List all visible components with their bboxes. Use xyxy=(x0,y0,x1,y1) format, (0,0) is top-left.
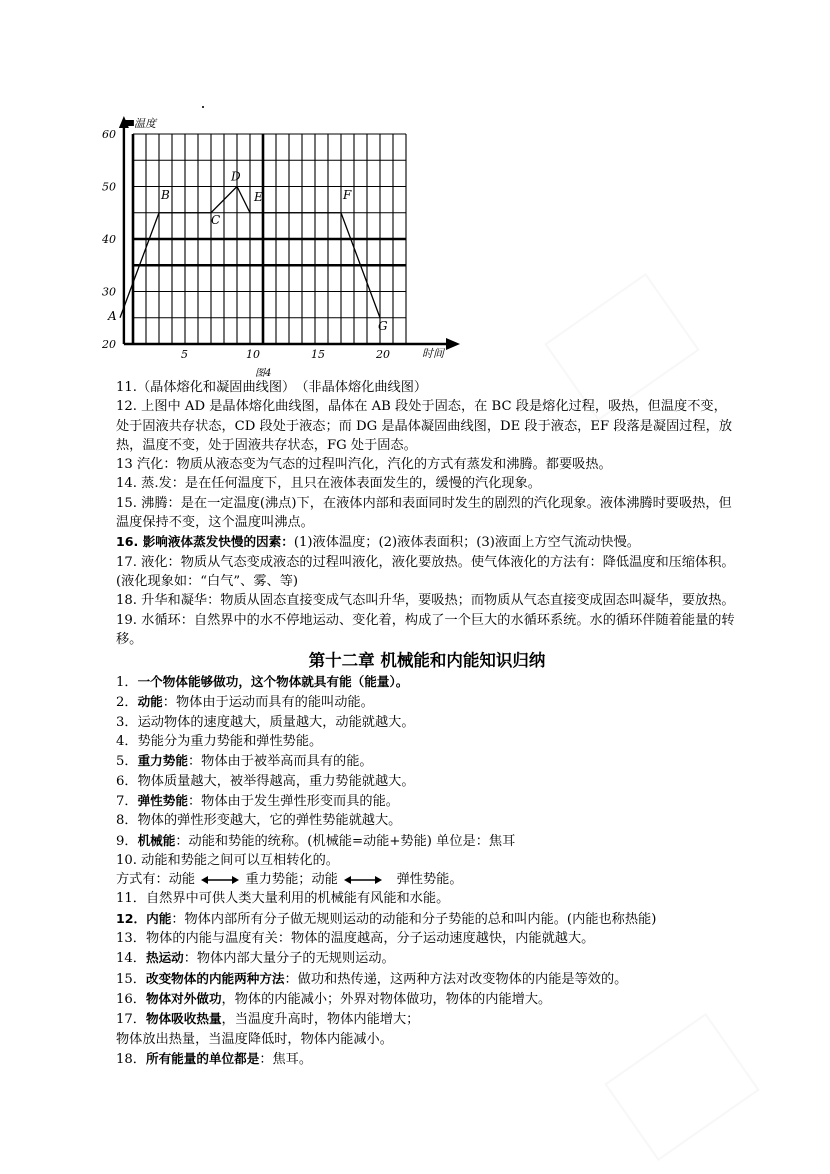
paragraph-13: 13 汽化：物质从液态变为气态的过程叫汽化，汽化的方式有蒸发和沸腾。都要吸热。 xyxy=(116,457,612,473)
y-axis-tab xyxy=(123,120,134,126)
ch-line-12: 12．内能：物体内部所有分子做无规则运动的动能和分子势能的总和叫内能。(内能也称热能) xyxy=(116,910,657,927)
y-tick-label: 60 xyxy=(102,128,116,141)
ch-line-4: 4．势能分为重力势能和弹性势能。 xyxy=(116,734,323,750)
paragraph-17: 17. 液化：物质从气态变成液态的过程叫液化，液化要放热。使气体液化的方法有：降低温度和压缩体积。(液化现象如：“白气”、雾、等) xyxy=(116,554,735,589)
paragraph-16-text: (1)液体温度；(2)液体表面积；(3)液面上方空气流动快慢。 xyxy=(293,535,640,551)
paragraph-18: 18. 升华和凝华：物质从固态直接变成气态叫升华，要吸热；而物质从气态直接变成固态叫凝华，要放热。 xyxy=(116,593,735,609)
double-arrow-icon xyxy=(201,875,239,885)
ch-line-1: 1．一个物体能够做功，这个物体就具有能（能量）。 xyxy=(116,674,409,691)
double-arrow-icon xyxy=(344,875,382,885)
paragraph-12: 12. 上图中 AD 是晶体熔化曲线图，晶体在 AB 段处于固态，在 BC 段是熔化过程，吸热，但温度不变，处于固液共存状态，CD 段处于液态；而 DG 是晶体凝固曲线图，DE 段于液态，EF 段落是凝固过程，放热，温度不变，处于固液共存状态，FG 处于固态。 xyxy=(116,399,733,453)
ch-line-15: 15．改变物体的内能两种方法：做功和热传递，这两种方法对改变物体的内能是等效的。 xyxy=(116,970,628,987)
ch-line-11: 11．自然界中可供人类大量利用的机械能有风能和水能。 xyxy=(116,891,450,907)
ch-line-17: 17．物体吸收热量，当温度升高时，物体内能增大； xyxy=(116,1011,420,1028)
x-axis-label: 时间 xyxy=(422,347,444,360)
ch-line-6: 6．物体质量越大，被举得越高，重力势能就越大。 xyxy=(116,773,415,789)
point-label-b: B xyxy=(161,187,170,202)
ch-line-7: 7．弹性势能：物体由于发生弹性形变而具的能。 xyxy=(116,792,399,809)
chart-grid xyxy=(133,134,406,344)
paragraph-19: 19. 水循环：自然界中的水不停地运动、变化着，构成了一个巨大的水循环系统。水的循环伴随着能量的转移。 xyxy=(116,612,735,647)
ch-line-2: 2．动能：物体由于运动而具有的能叫动能。 xyxy=(116,694,374,711)
paragraph-16-heading: 16. 影响液体蒸发快慢的因素： xyxy=(116,534,294,550)
x-axis-arrow xyxy=(446,338,460,350)
y-tick-label: 50 xyxy=(102,180,116,194)
ch-line-17b: 物体放出热量，当温度降低时，物体内能减小。 xyxy=(116,1031,393,1047)
point-label-g: G xyxy=(378,318,388,333)
ch-line-8: 8．物体的弹性形变越大，它的弹性势能就越大。 xyxy=(116,813,402,829)
ch-line-14: 14．热运动：物体内部大量分子的无规则运动。 xyxy=(116,950,395,967)
document-body xyxy=(116,378,738,1069)
curve-point-labels xyxy=(107,170,388,333)
ch-line-18: 18．所有能量的单位都是：焦耳。 xyxy=(116,1050,313,1067)
x-tick-label: 15 xyxy=(311,348,325,361)
x-tick-label: 5 xyxy=(181,348,188,361)
paragraph-16 xyxy=(116,532,738,552)
x-tick-label: 10 xyxy=(246,348,260,361)
y-axis-label: 温度 xyxy=(134,117,156,130)
y-tick-label: 40 xyxy=(102,233,116,246)
ch-line-5: 5．重力势能：物体由于被举高而具有的能。 xyxy=(116,753,373,770)
point-label-c: C xyxy=(211,212,221,227)
ch-line-3: 3．运动物体的速度越大，质量越大，动能就越大。 xyxy=(116,714,415,730)
ch-line-9: 9．机械能：动能和势能的统称。(机械能=动能+势能) 单位是：焦耳 xyxy=(116,832,516,849)
ch-conversion-line: 方式有：动能 重力势能；动能 弹性势能。 xyxy=(116,872,463,888)
y-tick-label: 30 xyxy=(102,285,116,299)
paragraph-15: 15. 沸腾：是在一定温度(沸点)下，在液体内部和表面同时发生的剧烈的汽化现象。液体沸腾时要吸热，但温度保持不变，这个温度叫沸点。 xyxy=(116,495,732,531)
ch-line-10: 10. 动能和势能之间可以互相转化的。 xyxy=(116,852,339,868)
point-label-e: E xyxy=(254,189,263,204)
paragraph-14: 14. 蒸.发：是在任何温度下，且只在液体表面发生的，缓慢的汽化现象。 xyxy=(116,476,541,492)
ch-line-13: 13．物体的内能与温度有关：物体的温度越高，分子运动速度越快，内能就越大。 xyxy=(116,931,595,947)
chart-ticks xyxy=(101,128,390,361)
point-label-a: A xyxy=(108,308,117,323)
point-label-f: F xyxy=(343,187,352,202)
melting-curve-chart xyxy=(100,108,470,383)
figure-caption: 11.（晶体熔化和凝固曲线图） （非晶体熔化曲线图） xyxy=(116,380,428,395)
ch-line-16: 16．物体对外做功，物体的内能减小；外界对物体做功，物体的内能增大。 xyxy=(116,990,552,1007)
chapter-title: 第十二章 机械能和内能知识归纳 xyxy=(308,651,546,671)
point-label-d: D xyxy=(231,169,241,184)
figure-label: 图4 xyxy=(255,368,272,379)
y-tick-label: 20 xyxy=(102,338,116,351)
x-tick-label: 20 xyxy=(376,348,390,361)
